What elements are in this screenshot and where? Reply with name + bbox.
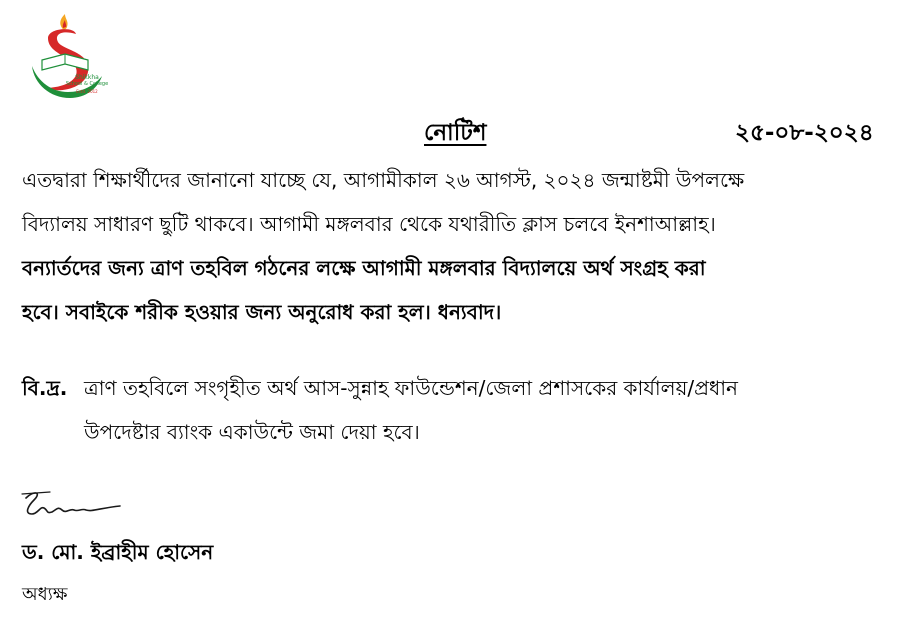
holiday-paragraph bbox=[22, 158, 902, 246]
signature-icon bbox=[20, 488, 130, 522]
signatory-name: ড. মো. ইব্রাহীম হোসেন bbox=[22, 540, 214, 564]
handwritten-signature bbox=[20, 488, 130, 522]
postscript-line1: ত্রাণ তহবিলে সংগৃহীত অর্থ আস-সুন্নাহ ফাউন্ডেশন/জেলা প্রশাসকের কার্যালয়/প্রধান bbox=[84, 376, 738, 400]
school-logo bbox=[22, 14, 108, 106]
paragraph-line: এতদ্বারা শিক্ষার্থীদের জানানো যাচ্ছে যে, আগামীকাল ২৬ আগস্ট, ২০২৪ জন্মাষ্টমী উপলক্ষে bbox=[22, 168, 745, 192]
logo-name-line2: School & College bbox=[65, 81, 109, 87]
paragraph-line: হবে। সবাইকে শরীক হওয়ার জন্য অনুরোধ করা হল। ধন্যবাদ। bbox=[22, 300, 502, 324]
relief-fund-paragraph bbox=[22, 246, 902, 334]
notice-title: নোটিশ bbox=[424, 120, 487, 146]
paragraph-line: বিদ্যালয় সাধারণ ছুটি থাকবে। আগামী মঙ্গলবার থেকে যথারীতি ক্লাস চলবে ইনশাআল্লাহ। bbox=[22, 212, 716, 236]
postscript-note bbox=[22, 366, 902, 454]
logo-tagline: Estd. 2012 bbox=[76, 89, 98, 94]
logo-name-line1: Shikkha bbox=[75, 74, 99, 81]
postscript-line2: উপদেষ্টার ব্যাংক একাউন্টে জমা দেয়া হবে। bbox=[84, 420, 420, 444]
signatory-designation: অধ্যক্ষ bbox=[22, 584, 68, 605]
logo-text bbox=[61, 74, 113, 95]
notice-date: ২৫-০৮-২০২৪ bbox=[735, 120, 874, 146]
paragraph-line: বন্যার্তদের জন্য ত্রাণ তহবিল গঠনের লক্ষে আগামী মঙ্গলবার বিদ্যালয়ে অর্থ সংগ্রহ করা bbox=[22, 256, 706, 280]
postscript-label: বি.দ্র. bbox=[22, 376, 68, 400]
